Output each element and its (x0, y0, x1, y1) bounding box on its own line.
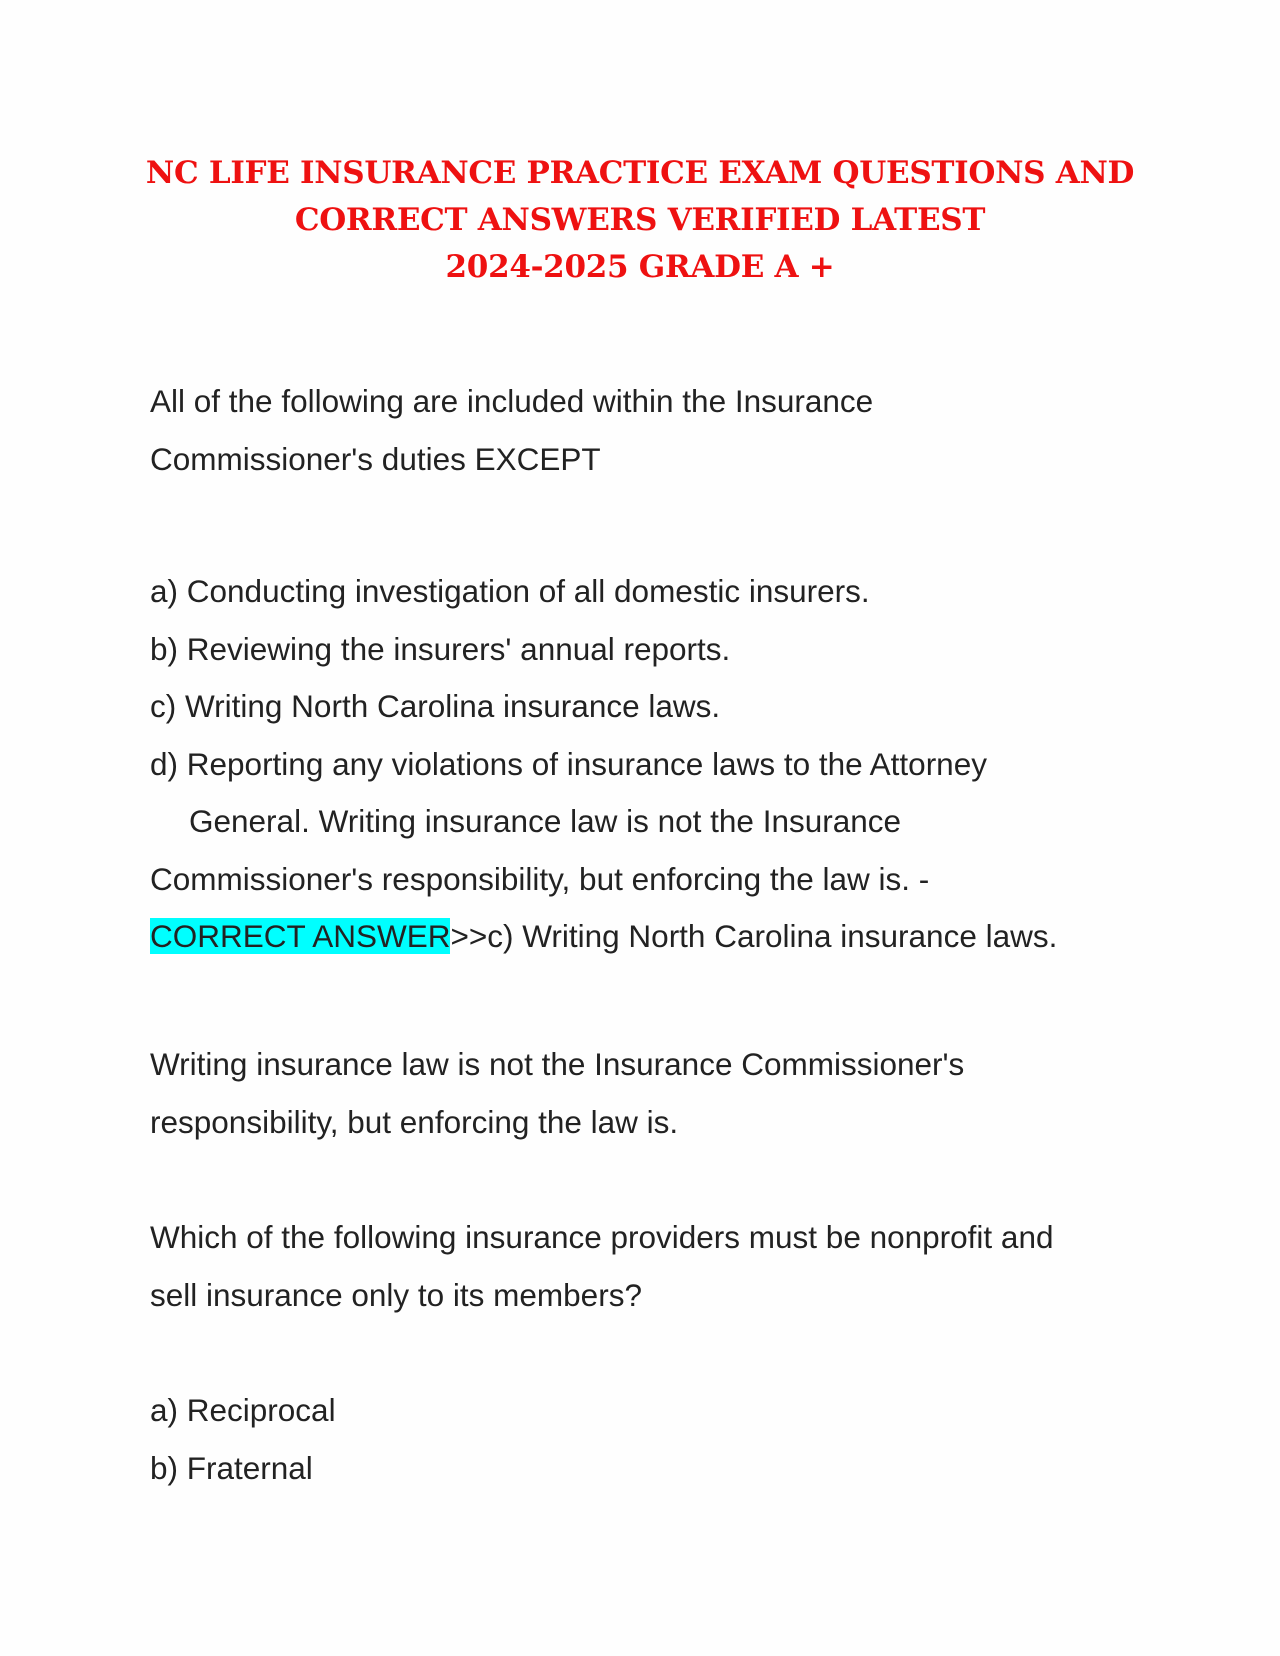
question-2-option-b: b) Fraternal (150, 1449, 313, 1486)
question-1-option-d-line-3: Commissioner's responsibility, but enforcing the law is. - (150, 860, 930, 897)
document-title (0, 150, 1280, 291)
explanation-line-2: responsibility, but enforcing the law is. (150, 1103, 679, 1140)
question-2-stem-line-2: sell insurance only to its members? (150, 1276, 642, 1313)
correct-answer-label: CORRECT ANSWER (150, 918, 451, 954)
question-1-option-d-line-2: General. Writing insurance law is not the Insurance (189, 803, 902, 839)
question-1-options (150, 563, 1150, 966)
correct-answer-text: >>c) Writing North Carolina insurance laws. (450, 918, 1058, 954)
question-1-option-d-line-1: d) Reporting any violations of insurance laws to the Attorney (150, 745, 987, 782)
question-1-option-b: b) Reviewing the insurers' annual reports. (150, 630, 731, 667)
question-1-option-a: a) Conducting investigation of all domestic insurers. (150, 573, 870, 609)
title-line-3: 2024-2025 GRADE A + (445, 249, 835, 285)
question-1-stem-line-2: Commissioner's duties EXCEPT (150, 440, 601, 477)
explanation-line-1: Writing insurance law is not the Insurance Commissioner's (150, 1046, 965, 1082)
question-1 (150, 373, 1150, 488)
question-1-option-c: c) Writing North Carolina insurance laws. (150, 688, 721, 724)
question-2-options (150, 1382, 1150, 1497)
question-2 (150, 1209, 1150, 1324)
question-2-option-a: a) Reciprocal (150, 1392, 336, 1428)
question-1-explanation (150, 1036, 1150, 1151)
title-line-1: NC LIFE INSURANCE PRACTICE EXAM QUESTIONS AND (145, 155, 1135, 191)
correct-answer-line (150, 908, 1150, 966)
title-line-2: CORRECT ANSWERS VERIFIED LATEST (294, 202, 986, 238)
question-1-stem-line-1: All of the following are included within the Insurance (150, 383, 874, 419)
question-2-stem-line-1: Which of the following insurance providers must be nonprofit and (150, 1219, 1054, 1255)
